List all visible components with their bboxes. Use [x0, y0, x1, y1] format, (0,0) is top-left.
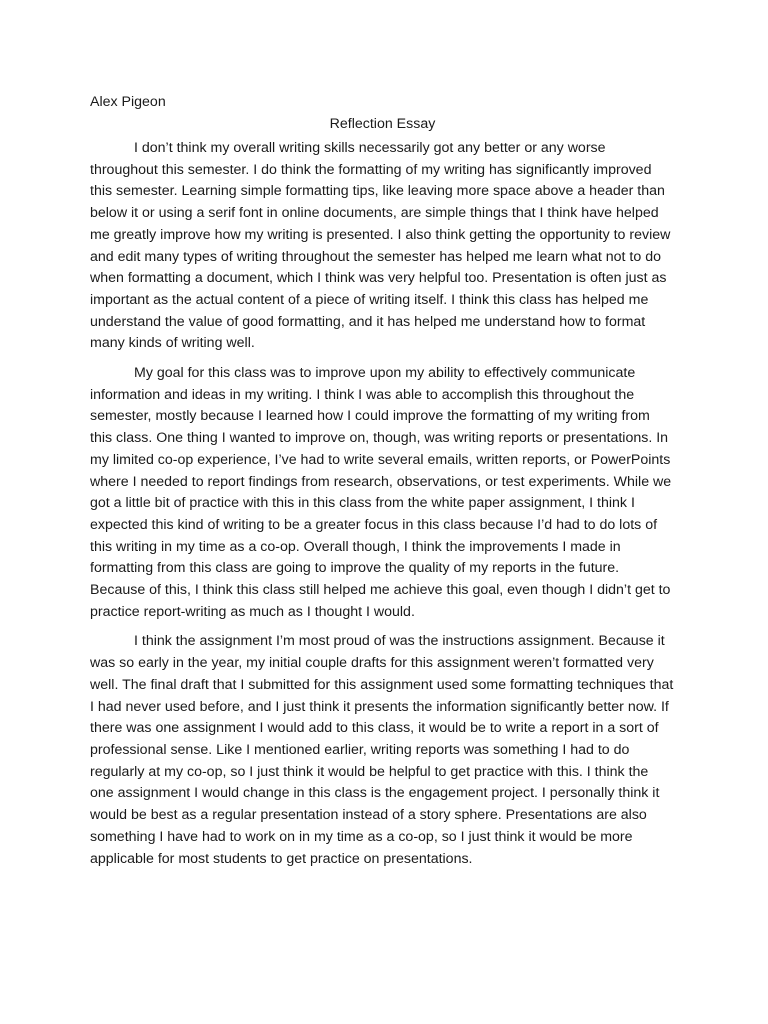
paragraph: My goal for this class was to improve upon my ability to effectively communicate information and ideas in my writing. I think I was able to accomplish this throughout the semester, mostly because I learned how I could improve the formatting of my writing from this class. One thing I wanted to improve on, though, was writing reports or presentations. In my limited co-op experience, I’ve had to write several emails, written reports, or PowerPoints where I needed to report findings from research, observations, or test experiments. While we got a little bit of practice with this in this class from the white paper assignment, I think I expected this kind of writing to be a greater focus in this class because I’d had to do lots of this writing in my time as a co-op. Overall though, I think the improvements I made in formatting from this class are going to improve the quality of my reports in the future. Because of this, I think this class still helped me achieve this goal, even though I didn’t get to practice report-writing as much as I thought I would. [90, 365, 672, 620]
paragraph: I think the assignment I’m most proud of was the instructions assignment. Because it was so early in the year, my initial couple drafts for this assignment weren’t formatted very well. The final draft that I submitted for this assignment used some formatting techniques that I had never used before, and I just think it presents the information significantly better now. If there was one assignment I would add to this class, it would be to write a report in a sort of professional sense. Like I mentioned earlier, writing reports was something I had to do regularly at my co-op, so I just think it would be helpful to get practice with this. I think the one assignment I would change in this class is the engagement project. I personally think it would be best as a regular presentation instead of a story sphere. Presentations are also something I have had to work on in my time as a co-op, so I just think it would be more applicable for most students to get practice on presentations. [90, 633, 674, 867]
document-page [90, 94, 675, 878]
author-name: Alex Pigeon [90, 94, 166, 110]
paragraph: I don’t think my overall writing skills necessarily got any better or any worse throughout this semester. I do think the formatting of my writing has significantly improved this semester. Learning simple formatting tips, like leaving more space above a header than below it or using a serif font in online documents, are simple things that I think have helped me greatly improve how my writing is presented. I also think getting the opportunity to review and edit many types of writing throughout the semester has helped me learn what not to do when formatting a document, which I think was very helpful too. Presentation is often just as important as the actual content of a piece of writing itself. I think this class has helped me understand the value of good formatting, and it has helped me understand how to format many kinds of writing well. [90, 140, 671, 352]
document-title: Reflection Essay [329, 116, 436, 132]
